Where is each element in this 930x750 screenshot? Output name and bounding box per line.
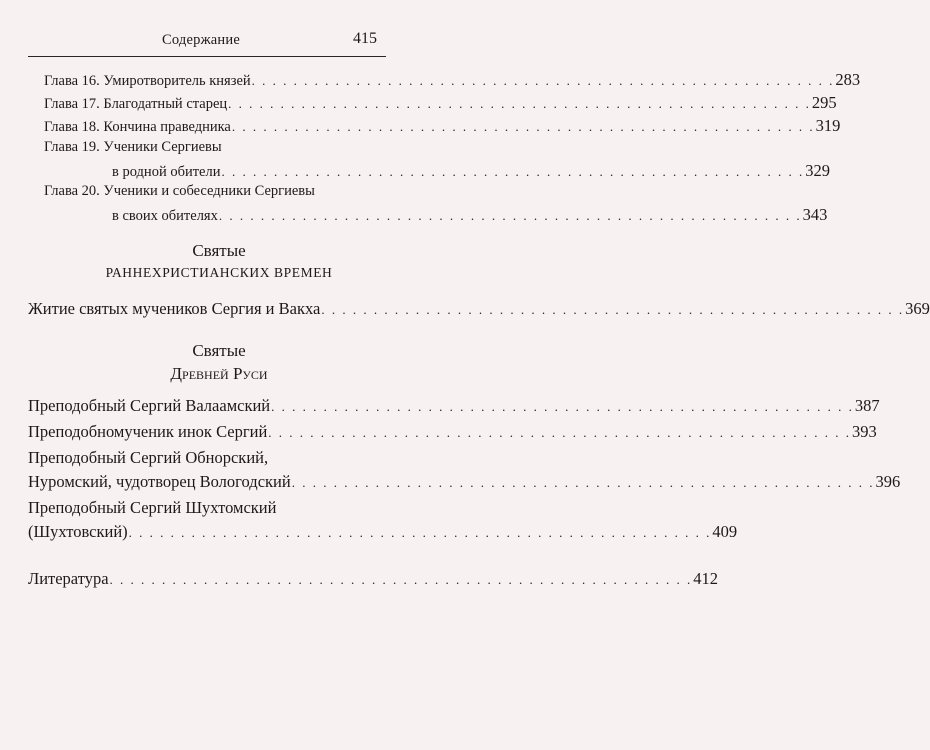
toc-entry-sergius-valaam: Преподобный Сергий Валаамский . . . . . . . . . . . . . . . . . . . . . . . . . . . . . . . . . . . . . . . . . . . . . . . . . . . . . . . . 387 bbox=[28, 396, 880, 415]
leader-dots: . . . . . . . . . . . . . . . . . . . . . . . . . . . . . . . . . . . . . . . . . . . . . . . . . . . . . . . . bbox=[231, 119, 815, 134]
section-subheading: РАННЕХРИСТИАНСКИХ ВРЕМЕН bbox=[105, 265, 333, 280]
header-rule bbox=[28, 56, 386, 57]
toc-entry-literature: Литература . . . . . . . . . . . . . . . . . . . . . . . . . . . . . . . . . . . . . . . . . . . . . . . . . . . . . . . . 412 bbox=[28, 569, 719, 588]
toc-entry-sergius-obnorsky: Нуромский, чудотворец Вологодский . . . . . . . . . . . . . . . . . . . . . . . . . . . . . . . . . . . . . . . . . . . . . . . . . . . . . . . . 396 bbox=[28, 472, 901, 491]
toc-entry-sergius-bacchus: Житие святых мучеников Сергия и Вакха . . . . . . . . . . . . . . . . . . . . . . . . . . . . . . . . . . . . . . . . . . . . . . . . . . . . . . . . 369 bbox=[28, 299, 930, 318]
toc-page: 369 bbox=[905, 299, 930, 318]
leader-dots: . . . . . . . . . . . . . . . . . . . . . . . . . . . . . . . . . . . . . . . . . . . . . . . . . . . . . . . . bbox=[268, 425, 852, 440]
running-title: Содержание bbox=[162, 32, 240, 48]
leader-dots: . . . . . . . . . . . . . . . . . . . . . . . . . . . . . . . . . . . . . . . . . . . . . . . . . . . . . . . . bbox=[221, 164, 805, 179]
toc-page: 343 bbox=[802, 205, 828, 224]
toc-page: 409 bbox=[712, 522, 738, 541]
toc-page: 387 bbox=[854, 396, 880, 415]
leader-dots: . . . . . . . . . . . . . . . . . . . . . . . . . . . . . . . . . . . . . . . . . . . . . . . . . . . . . . . . bbox=[218, 208, 802, 223]
toc-page: 393 bbox=[852, 422, 877, 441]
toc-entry-inok-sergius: Преподобномученик инок Сергий . . . . . . . . . . . . . . . . . . . . . . . . . . . . . . . . . . . . . . . . . . . . . . . . . . . . . . . . 393 bbox=[28, 422, 877, 441]
leader-dots: . . . . . . . . . . . . . . . . . . . . . . . . . . . . . . . . . . . . . . . . . . . . . . . . . . . . . . . . bbox=[321, 302, 905, 317]
toc-entry-chapter-20: в своих обителях . . . . . . . . . . . . . . . . . . . . . . . . . . . . . . . . . . . . . . . . . . . . . . . . . . . . . . . . 343 bbox=[112, 205, 828, 224]
toc-page: 295 bbox=[811, 93, 837, 112]
section-heading: Святые bbox=[192, 341, 246, 360]
toc-entry-chapter-19: в родной обители . . . . . . . . . . . . . . . . . . . . . . . . . . . . . . . . . . . . . . . . . . . . . . . . . . . . . . . . 329 bbox=[112, 161, 830, 180]
leader-dots: . . . . . . . . . . . . . . . . . . . . . . . . . . . . . . . . . . . . . . . . . . . . . . . . . . . . . . . . bbox=[291, 475, 875, 490]
section-subheading: Древней Руси bbox=[170, 364, 268, 383]
leader-dots: . . . . . . . . . . . . . . . . . . . . . . . . . . . . . . . . . . . . . . . . . . . . . . . . . . . . . . . . bbox=[228, 96, 811, 111]
running-header bbox=[134, 30, 377, 52]
toc-entry-chapter-19-line1: Глава 19. Ученики Сергиевы bbox=[44, 139, 222, 155]
section-heading: Святые bbox=[192, 241, 246, 260]
page-number: 415 bbox=[353, 30, 377, 47]
toc-entry-sergius-obnorsky-line1: Преподобный Сергий Обнорский, bbox=[28, 448, 269, 467]
toc-entry-sergius-shukhtomsky-line1: Преподобный Сергий Шухтомский bbox=[28, 498, 277, 517]
toc-page: 319 bbox=[815, 116, 841, 135]
toc-entry-sergius-shukhtomsky: (Шухтовский) . . . . . . . . . . . . . . . . . . . . . . . . . . . . . . . . . . . . . . . . . . . . . . . . . . . . . . . . 409 bbox=[28, 522, 738, 541]
leader-dots: . . . . . . . . . . . . . . . . . . . . . . . . . . . . . . . . . . . . . . . . . . . . . . . . . . . . . . . . bbox=[271, 399, 854, 414]
leader-dots: . . . . . . . . . . . . . . . . . . . . . . . . . . . . . . . . . . . . . . . . . . . . . . . . . . . . . . . . bbox=[109, 572, 693, 587]
toc-page: 329 bbox=[805, 161, 830, 180]
toc-page: 283 bbox=[835, 70, 861, 89]
toc-entry-chapter-20-line1: Глава 20. Ученики и собеседники Сергиевы bbox=[44, 183, 315, 199]
leader-dots: . . . . . . . . . . . . . . . . . . . . . . . . . . . . . . . . . . . . . . . . . . . . . . . . . . . . . . . . bbox=[128, 525, 712, 540]
toc-entry-chapter-16: Глава 16. Умиротворитель князей . . . . . . . . . . . . . . . . . . . . . . . . . . . . . . . . . . . . . . . . . . . . . . . . . . . . . . . . 283 bbox=[44, 70, 861, 89]
leader-dots: . . . . . . . . . . . . . . . . . . . . . . . . . . . . . . . . . . . . . . . . . . . . . . . . . . . . . . . . bbox=[251, 73, 835, 88]
toc-entry-chapter-17: Глава 17. Благодатный старец . . . . . . . . . . . . . . . . . . . . . . . . . . . . . . . . . . . . . . . . . . . . . . . . . . . . . . . . 295 bbox=[44, 93, 837, 112]
toc-entry-chapter-18: Глава 18. Кончина праведника . . . . . . . . . . . . . . . . . . . . . . . . . . . . . . . . . . . . . . . . . . . . . . . . . . . . . . . . 319 bbox=[44, 116, 841, 135]
toc-page: 412 bbox=[693, 569, 719, 588]
toc-page: 396 bbox=[875, 472, 901, 491]
